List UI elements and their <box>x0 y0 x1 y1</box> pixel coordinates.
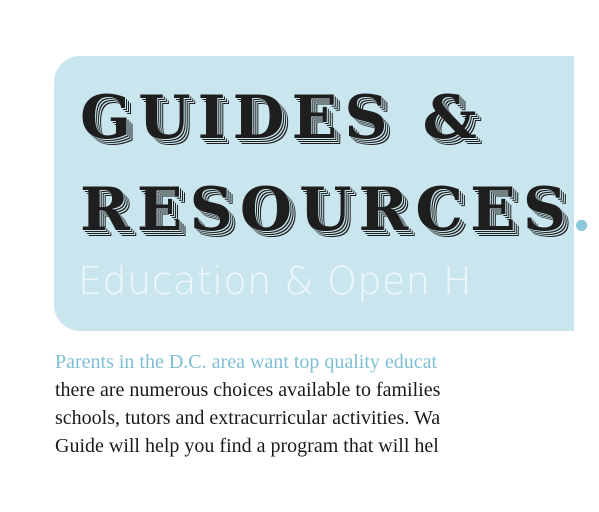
intro-line-1: Parents in the D.C. area want top quality educat <box>55 351 438 373</box>
intro-line-2: there are numerous choices available to families <box>55 379 441 401</box>
intro-line-3: schools, tutors and extracurricular activities. Wa <box>55 407 441 429</box>
headline-line-2-text: RESOURCES <box>80 175 572 245</box>
headline-dot: . <box>571 175 599 245</box>
intro-paragraph <box>55 348 575 460</box>
headline-line-2 <box>80 175 599 245</box>
hero-banner <box>54 56 599 331</box>
headline-line-1: GUIDES & <box>80 83 484 153</box>
intro-line-4: Guide will help you find a program that will hel <box>55 435 439 457</box>
hero-subtitle: Education & Open H <box>78 259 473 303</box>
